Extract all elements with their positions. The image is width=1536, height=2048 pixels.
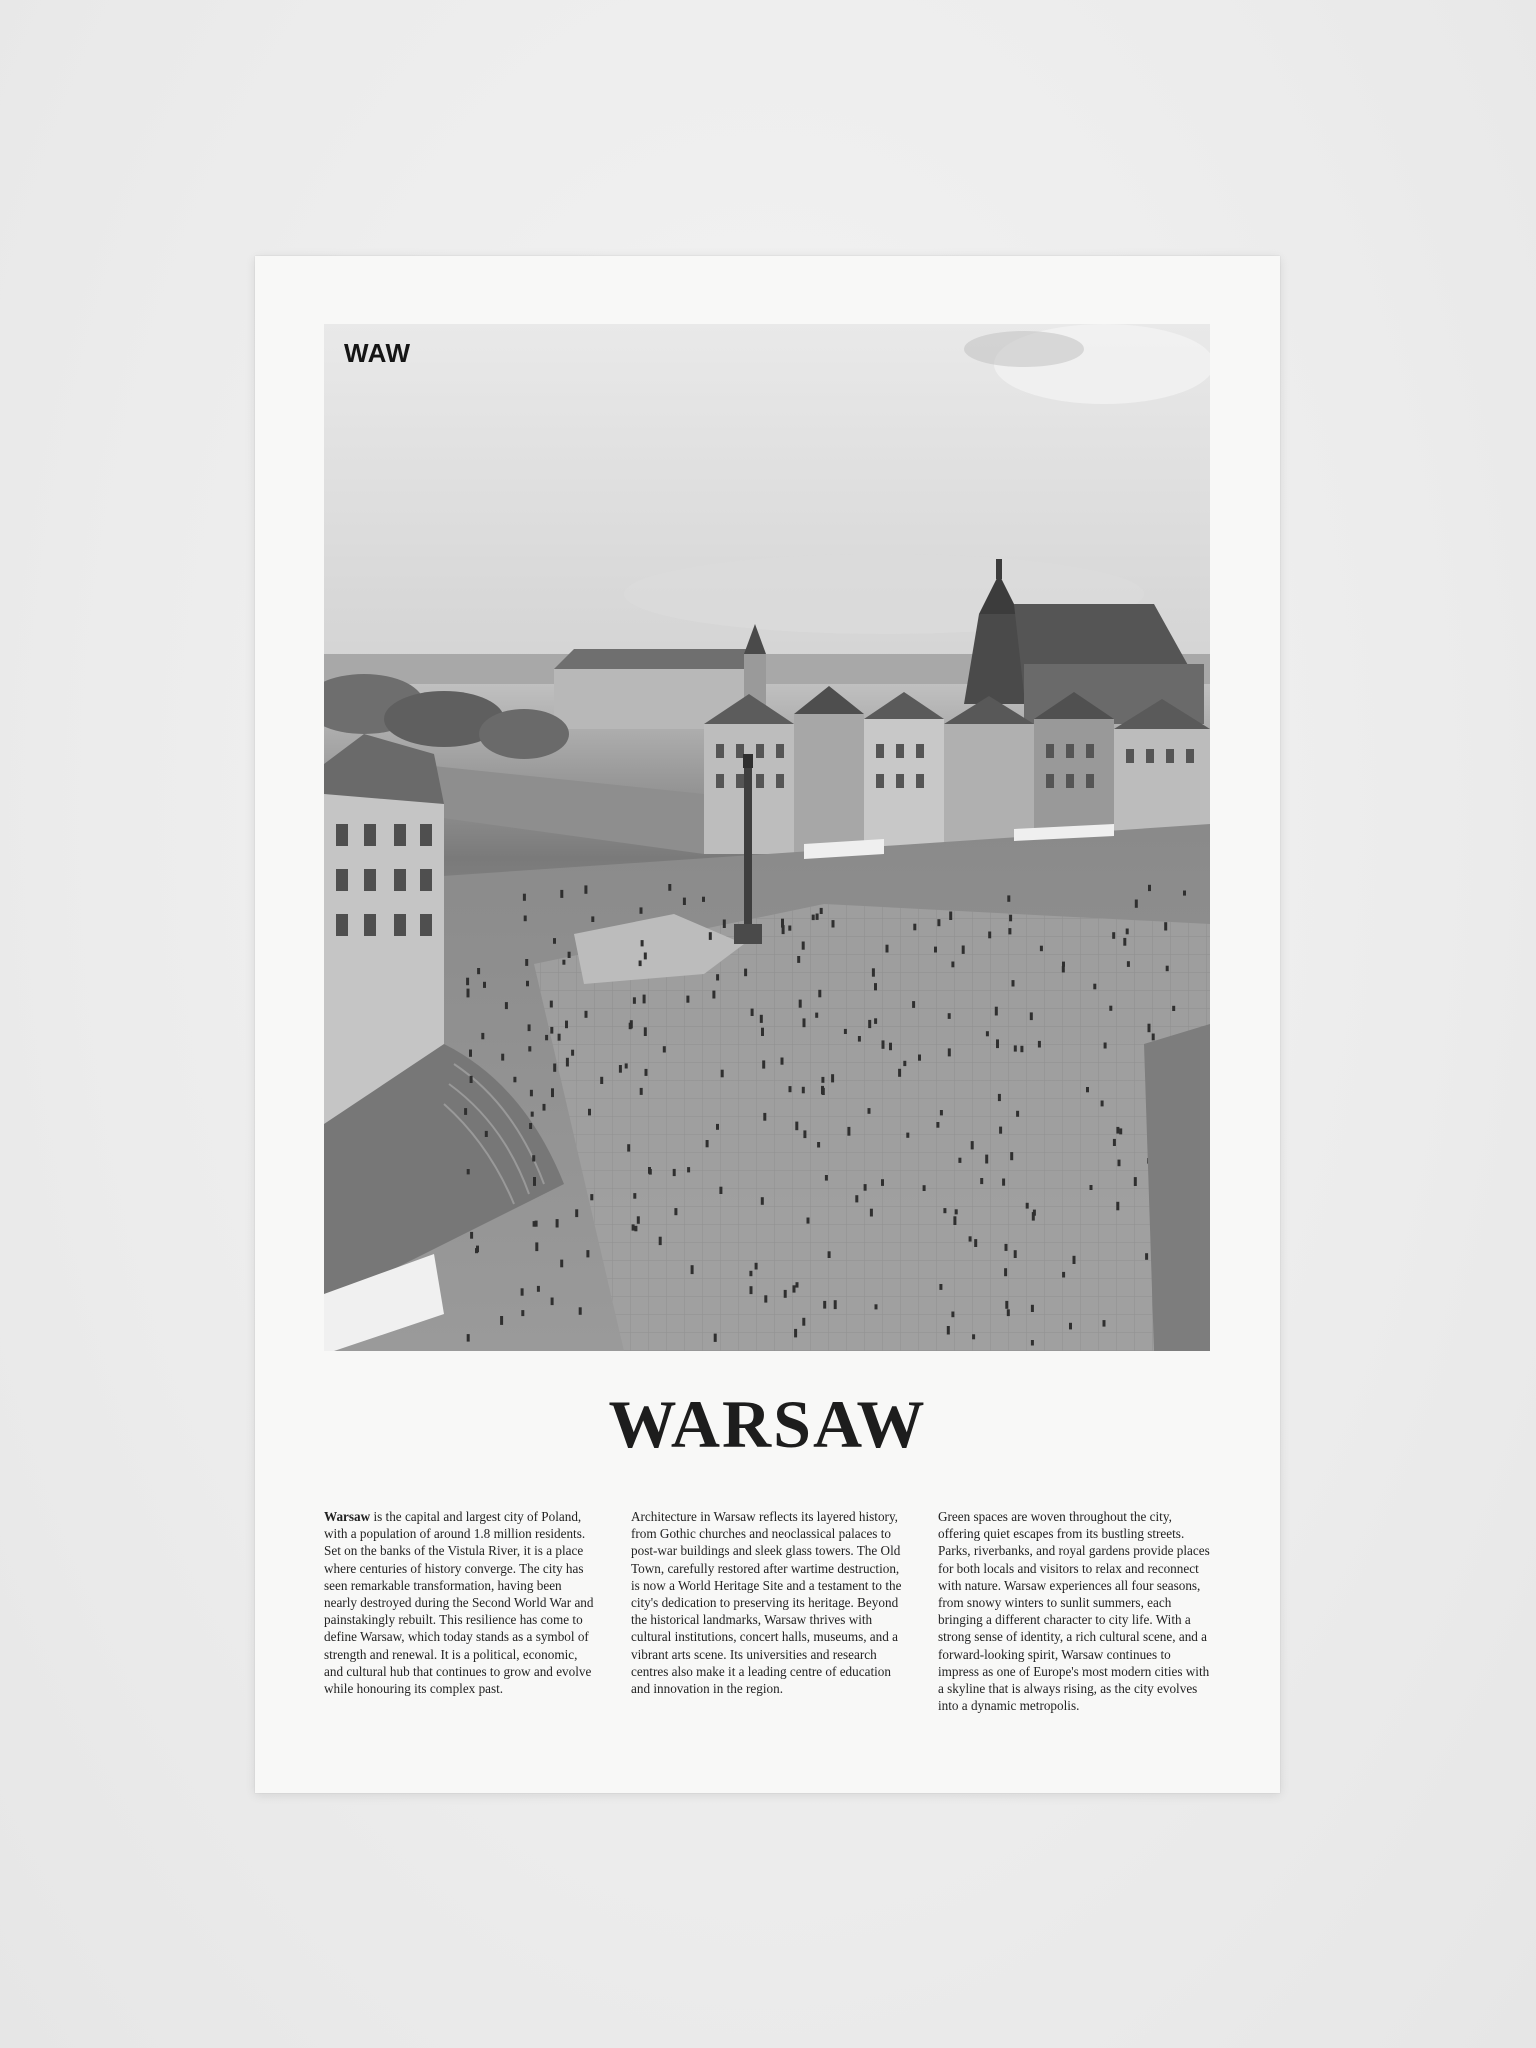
pedestrian [467,1334,470,1342]
pedestrian [668,884,671,891]
pedestrian [575,1209,578,1217]
pedestrian [537,1286,540,1292]
pedestrian [980,1178,983,1184]
pedestrian [674,1208,677,1215]
pedestrian [1123,938,1126,946]
pedestrian [686,996,689,1003]
pedestrian [761,1197,764,1205]
pedestrian [525,959,528,966]
pedestrian [875,1304,878,1309]
pedestrian [466,978,469,986]
pedestrian [807,1218,810,1224]
pedestrian [1010,1152,1013,1160]
pedestrian [1014,1250,1017,1258]
pedestrian [898,1069,901,1077]
pedestrian [793,1285,796,1292]
pedestrian [531,1112,534,1117]
pedestrian [469,1050,472,1057]
pedestrian [643,995,646,1004]
pedestrian [864,1184,867,1191]
pedestrian [781,1058,784,1065]
warsaw-old-town-photo [324,324,1210,1351]
pedestrian [744,969,747,977]
pedestrian [882,1040,885,1048]
pedestrian [663,1046,666,1052]
poster-title: WARSAW [608,1386,927,1462]
pedestrian [906,1133,909,1138]
pedestrian [763,1113,766,1121]
pedestrian [1086,1087,1089,1092]
pedestrian [529,1123,532,1129]
pedestrian [591,916,594,922]
pedestrian [556,1219,559,1227]
pedestrian [881,1179,884,1186]
pedestrian [1032,1212,1035,1221]
pedestrian [870,1209,873,1217]
pedestrian [802,1087,805,1094]
pedestrian [1145,1253,1148,1260]
pedestrian [633,1193,636,1199]
pedestrian [834,1300,837,1309]
pedestrian [712,991,715,999]
pedestrian [535,1242,538,1251]
text-column-1 [324,1508,596,1714]
pedestrian [951,1312,954,1318]
pedestrian [485,1131,488,1137]
pedestrian [832,920,835,927]
text-columns [324,1508,1210,1714]
pedestrian [755,1263,758,1270]
poster [255,256,1280,1793]
pedestrian [788,926,791,931]
pedestrian [716,974,719,980]
pedestrian [1026,1203,1029,1209]
pedestrian [1103,1320,1106,1327]
pedestrian [784,1290,787,1298]
pedestrian [588,1109,591,1116]
pedestrian [1090,1185,1093,1190]
pedestrian [627,1144,630,1151]
pedestrian [586,1250,589,1257]
pedestrian [1135,900,1138,908]
text-column-1-body: is the capital and largest city of Poland, with a population of around 1.8 million residents. Set on the banks of the Vistula River, it is a place where centuries of history converge. The city has seen remarkable transformation, having been nearly destroyed during the Second World War and painstakingly rebuilt. This resilience has come to define Warsaw, which today stands as a symbol of strength and renewal. It is a political, economic, and cultural hub that continues to grow and evolve while honouring its complex past. [324,1509,594,1697]
pedestrian [1030,1012,1033,1020]
pedestrian [543,1104,546,1111]
pedestrian [823,1301,826,1309]
pedestrian [481,1033,484,1039]
pedestrian [943,1208,946,1213]
pedestrian [1104,1043,1107,1049]
pedestrian [477,968,480,974]
pedestrian [913,924,916,931]
pedestrian [1062,966,1065,972]
pedestrian [649,1169,652,1175]
pedestrian [673,1169,676,1176]
city-code: WAW [344,338,411,368]
pedestrian [1113,1139,1116,1146]
pedestrian [986,1031,989,1036]
pedestrian [781,919,784,928]
pedestrian [999,1127,1002,1134]
pedestrian [532,1155,535,1161]
pedestrian [470,1076,473,1083]
pedestrian [825,1175,828,1181]
pedestrian [513,1077,516,1083]
pedestrian [868,1108,871,1114]
pedestrian [815,1013,818,1018]
pedestrian [1148,885,1151,891]
pedestrian [971,1141,974,1149]
pedestrian [560,890,563,898]
pedestrian [1073,1256,1076,1264]
pedestrian [723,920,726,929]
pedestrian [912,1001,915,1008]
pedestrian [996,1039,999,1048]
pedestrian [974,1239,977,1247]
pedestrian [1166,966,1169,972]
pedestrian [1093,984,1096,990]
pedestrian [714,1334,717,1342]
pedestrian [637,1216,640,1224]
pedestrian [683,898,686,905]
pedestrian [1020,1046,1023,1052]
pedestrian [719,1187,722,1194]
pedestrian [709,932,712,940]
pedestrian [505,1002,508,1009]
pedestrian [1126,929,1129,935]
pedestrian [794,1329,797,1338]
pedestrian [585,1011,588,1018]
pedestrian [1119,1128,1122,1134]
pedestrian [803,1018,806,1027]
pedestrian [939,1284,942,1290]
pedestrian [889,1043,892,1051]
pedestrian [1127,961,1130,967]
pedestrian [948,1013,951,1019]
pedestrian [958,1158,961,1163]
pedestrian [995,1007,998,1016]
pedestrian [751,1009,754,1016]
pedestrian [951,962,954,968]
pedestrian [1004,1268,1007,1276]
pedestrian [936,1122,939,1128]
pedestrian [475,1248,478,1253]
pedestrian [962,946,965,954]
pedestrian [584,885,587,893]
pedestrian [817,1142,820,1148]
pedestrian [1038,1041,1041,1048]
pedestrian [796,1282,799,1287]
pedestrian [565,1021,568,1029]
pedestrian [528,1046,531,1051]
text-column-1-lead: Warsaw [324,1509,371,1524]
pedestrian [560,1260,563,1268]
pedestrian [750,1286,753,1294]
pedestrian [822,1088,825,1095]
pedestrian [799,1000,802,1008]
pedestrian [998,1094,1001,1101]
pedestrian [1183,891,1186,896]
pedestrian [634,1226,637,1232]
pedestrian [953,1216,956,1225]
pedestrian [550,1001,553,1008]
pedestrian [1012,980,1015,986]
pedestrian [528,1024,531,1031]
pedestrian [639,961,642,967]
pedestrian [553,938,556,944]
pedestrian [918,1055,921,1061]
pedestrian [949,912,952,921]
pedestrian [551,1298,554,1306]
pedestrian [886,945,889,953]
pedestrian [1005,1244,1008,1251]
pedestrian [590,1194,593,1200]
pedestrian [1101,1101,1104,1107]
pedestrian [716,1124,719,1130]
pedestrian [1134,1177,1137,1186]
pedestrian [803,1130,806,1138]
pedestrian [600,1077,603,1084]
pedestrian [874,983,877,990]
pedestrian [691,1265,694,1274]
pedestrian [874,1018,877,1024]
pedestrian [640,907,643,913]
pedestrian [629,1023,632,1029]
pedestrian [1002,1179,1005,1186]
pedestrian [558,1034,561,1041]
pedestrian [1172,1006,1175,1011]
pedestrian [566,1058,569,1067]
pedestrian [579,1307,582,1315]
pedestrian [802,1318,805,1326]
pedestrian [526,981,529,987]
pedestrian [831,1074,834,1082]
pedestrian [545,1035,548,1040]
pedestrian [659,1237,662,1245]
pedestrian [568,952,571,958]
pedestrian [1118,1160,1121,1167]
pedestrian [1040,946,1043,952]
pedestrian [749,1271,752,1276]
pedestrian [721,1070,724,1078]
pedestrian [972,1334,975,1339]
pedestrian [903,1061,906,1066]
pedestrian [816,914,819,920]
pedestrian [797,956,800,963]
pedestrian [521,1288,524,1295]
pedestrian [923,1185,926,1191]
pedestrian [1009,915,1012,922]
pedestrian [948,1048,951,1056]
pedestrian [1062,962,1065,967]
pedestrian [1109,1006,1112,1011]
pedestrian [1152,1034,1155,1041]
pedestrian [934,947,937,953]
pedestrian [858,1036,861,1042]
pedestrian [762,1060,765,1068]
pedestrian [1008,928,1011,934]
pedestrian [802,942,805,950]
pedestrian [687,1167,690,1172]
pedestrian [1005,1301,1008,1309]
pedestrian [812,915,815,921]
pedestrian [969,1236,972,1241]
pedestrian [1116,1127,1119,1134]
pedestrian [1031,1340,1034,1346]
pedestrian [1014,1045,1017,1051]
pedestrian [644,953,647,960]
pedestrian [764,1295,767,1302]
pedestrian [820,908,823,914]
pedestrian [988,932,991,939]
pedestrian [521,1310,524,1316]
pedestrian [1031,1305,1034,1312]
pedestrian [641,940,644,946]
pedestrian [1069,1323,1072,1330]
pedestrian [483,982,486,988]
pedestrian [818,990,821,998]
pedestrian [844,1029,847,1034]
text-column-3: Green spaces are woven throughout the city, offering quiet escapes from its bustling streets. Parks, riverbanks, and royal gardens provide places for both locals and visitors to relax and reconnect with nature. Warsaw experiences all four seasons, from snowy winters to sunlit summers, each bringing a different character to city life. With a strong sense of identity, a rich cultural scene, and a forward-looking spirit, Warsaw continues to impress as one of Europe's most modern cities with a skyline that is always rising, as the city evolves into a dynamic metropolis. [938,1509,1210,1714]
pedestrian [645,1069,648,1076]
pedestrian [795,1122,798,1131]
pedestrian [1062,1272,1065,1278]
pedestrian [1116,1202,1119,1211]
pedestrian [760,1015,763,1023]
pedestrian [530,1090,533,1097]
pedestrian [828,1251,831,1258]
pedestrian [640,1088,643,1095]
pedestrian [533,1177,536,1186]
pedestrian [625,1063,628,1068]
pedestrian [947,1326,950,1335]
pedestrian [937,919,940,926]
pedestrian [868,1020,871,1028]
pedestrian [571,1050,574,1056]
pedestrian [847,1127,850,1136]
pedestrian [562,960,565,965]
pedestrian [632,1224,635,1230]
pedestrian [985,1155,988,1164]
pedestrian [535,1221,538,1227]
pedestrian [467,1169,470,1174]
pedestrian [470,1232,473,1239]
pedestrian [1016,1111,1019,1117]
pedestrian [500,1316,503,1325]
pedestrian [706,1140,709,1147]
pedestrian [1164,922,1167,930]
pedestrian [553,1064,556,1072]
pedestrian [550,1027,553,1034]
pedestrian [464,1108,467,1115]
pedestrian [644,1027,647,1036]
text-column-2: Architecture in Warsaw reflects its layered history, from Gothic churches and neoclassical palaces to post-war buildings and sleek glass towers. The Old Town, carefully restored after wartime destruction, is now a World Heritage Site and a testament to the city's dedication to preserving its heritage. Beyond the historical landmarks, Warsaw thrives with cultural institutions, concert halls, museums, and a vibrant arts scene. Its universities and research centres also make it a leading centre of education and innovation in the region. [631,1509,902,1697]
pedestrian [761,1028,764,1036]
pedestrian [821,1077,824,1083]
pedestrian [702,897,705,902]
pedestrian [551,1088,554,1097]
pedestrian [940,1110,943,1115]
pedestrian [1112,932,1115,939]
pedestrian [523,894,526,901]
pedestrian [1007,895,1010,901]
pedestrian [633,997,636,1004]
pedestrian [955,1209,958,1214]
pedestrian [872,968,875,976]
pedestrian [789,1086,792,1092]
pedestrian [855,1195,858,1202]
pedestrian [1007,1309,1010,1316]
pedestrian [467,989,470,998]
pedestrian [501,1054,504,1061]
pedestrian [524,916,527,922]
pedestrian [619,1065,622,1073]
castle-square-illustration [324,324,1210,1351]
pedestrian [1148,1024,1151,1032]
